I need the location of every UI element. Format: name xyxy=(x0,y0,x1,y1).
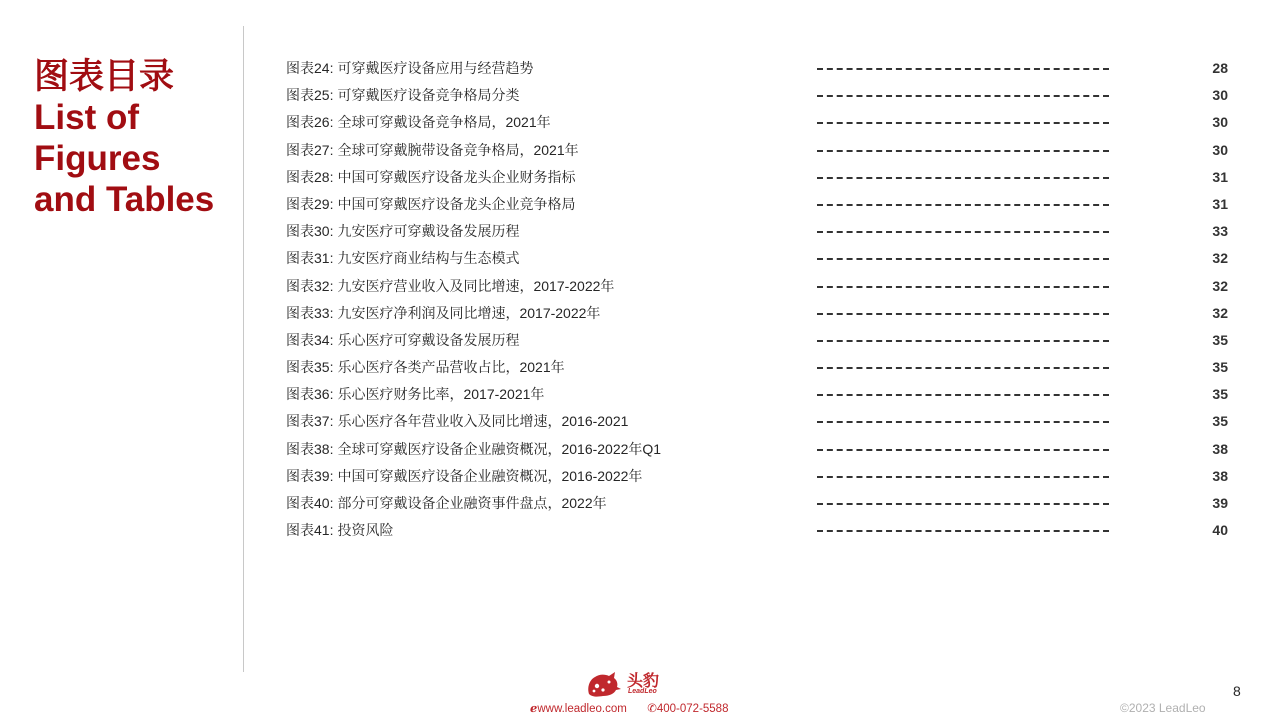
toc-entry-page: 28 xyxy=(1212,60,1228,76)
toc-entry-label xyxy=(286,300,600,327)
title-en-line2: Figures xyxy=(34,139,161,178)
toc-entry-page: 30 xyxy=(1212,114,1228,131)
toc-entry-title: 投资风险 xyxy=(337,522,394,539)
toc-leader-dashes xyxy=(817,122,1109,124)
toc-leader-dashes xyxy=(817,421,1109,423)
page-title xyxy=(34,56,214,220)
website-link[interactable]: www.leadleo.com xyxy=(537,703,627,715)
toc-entry-number: 图表28: xyxy=(286,168,334,185)
toc-leader-dashes xyxy=(817,231,1109,233)
toc-entry-number: 图表38: xyxy=(286,440,334,457)
toc-entry-label xyxy=(286,191,575,218)
table-of-figures xyxy=(286,55,1230,544)
toc-entry-title: 可穿戴医疗设备竞争格局分类 xyxy=(337,87,520,104)
toc-entry-title: 乐心医疗财务比率，2017-2021年 xyxy=(337,386,545,403)
toc-entry-title: 可穿戴医疗设备应用与经营趋势 xyxy=(337,60,534,76)
toc-entry-page: 33 xyxy=(1212,223,1228,240)
toc-entry-label xyxy=(286,436,661,463)
toc-entry-number: 图表35: xyxy=(286,359,334,376)
toc-entry-title: 九安医疗营业收入及同比增速，2017-2022年 xyxy=(337,277,615,294)
phone-icon: ✆ xyxy=(647,703,657,715)
toc-entry[interactable] xyxy=(286,273,1230,300)
toc-entry-title: 乐心医疗各年营业收入及同比增速，2016-2021 xyxy=(337,413,629,430)
toc-entry[interactable] xyxy=(286,55,1230,82)
title-en-line1: List of xyxy=(34,98,139,137)
toc-entry[interactable] xyxy=(286,436,1230,463)
toc-entry-number: 图表26: xyxy=(286,114,334,131)
toc-entry[interactable] xyxy=(286,381,1230,408)
leadleo-logo-icon xyxy=(585,668,665,700)
toc-entry-label xyxy=(286,381,544,408)
toc-entry-label xyxy=(286,327,519,354)
toc-entry-page: 35 xyxy=(1212,359,1228,376)
toc-entry[interactable] xyxy=(286,408,1230,435)
toc-leader-dashes xyxy=(817,476,1109,478)
toc-entry[interactable] xyxy=(286,137,1230,164)
toc-entry-page: 31 xyxy=(1212,195,1228,212)
footer-contact xyxy=(530,701,728,715)
toc-entry[interactable] xyxy=(286,218,1230,245)
toc-entry[interactable] xyxy=(286,191,1230,218)
toc-entry-number: 图表34: xyxy=(286,331,334,348)
toc-entry-number: 图表29: xyxy=(286,195,334,212)
toc-entry[interactable] xyxy=(286,354,1230,381)
toc-entry-label xyxy=(286,245,519,272)
toc-entry-number: 图表41: xyxy=(286,522,334,539)
toc-entry-page: 30 xyxy=(1212,87,1228,104)
toc-entry-number: 图表25: xyxy=(286,87,334,104)
toc-leader-dashes xyxy=(817,503,1109,505)
toc-entry[interactable] xyxy=(286,164,1230,191)
title-cn: 图表目录 xyxy=(34,57,175,96)
toc-leader-dashes xyxy=(817,313,1109,315)
phone-number: 400-072-5588 xyxy=(656,703,729,715)
vertical-divider xyxy=(243,26,244,672)
toc-entry-number: 图表33: xyxy=(286,304,334,321)
toc-entry-page: 31 xyxy=(1212,168,1228,185)
toc-entry-page: 35 xyxy=(1212,413,1228,430)
toc-entry-number: 图表39: xyxy=(286,467,334,484)
toc-entry-number: 图表24: xyxy=(286,60,334,76)
toc-entry-label xyxy=(286,463,642,490)
toc-leader-dashes xyxy=(817,530,1109,532)
toc-entry-label xyxy=(286,490,607,517)
toc-entry-page: 32 xyxy=(1212,277,1228,294)
toc-entry[interactable] xyxy=(286,82,1230,109)
toc-leader-dashes xyxy=(817,204,1109,206)
toc-entry-title: 九安医疗商业结构与生态模式 xyxy=(337,250,520,267)
toc-leader-dashes xyxy=(817,340,1109,342)
toc-entry-page: 38 xyxy=(1212,467,1228,484)
toc-entry-page: 32 xyxy=(1212,304,1228,321)
toc-entry[interactable] xyxy=(286,300,1230,327)
copyright: ©2023 LeadLeo xyxy=(1120,701,1206,715)
toc-entry-title: 全球可穿戴医疗设备企业融资概况，2016-2022年Q1 xyxy=(337,440,662,457)
toc-entry-title: 九安医疗可穿戴设备发展历程 xyxy=(337,223,520,240)
toc-entry-number: 图表36: xyxy=(286,386,334,403)
toc-entry-title: 九安医疗净利润及同比增速，2017-2022年 xyxy=(337,304,601,321)
title-en-line3: and Tables xyxy=(34,180,215,219)
web-e-icon: ℯ xyxy=(530,703,538,715)
logo-en: LeadLeo xyxy=(628,688,657,695)
toc-leader-dashes xyxy=(817,95,1109,97)
toc-entry[interactable] xyxy=(286,245,1230,272)
toc-entry-title: 乐心医疗各类产品营收占比，2021年 xyxy=(337,359,565,376)
toc-leader-dashes xyxy=(817,286,1109,288)
toc-leader-dashes xyxy=(817,258,1109,260)
toc-entry-title: 乐心医疗可穿戴设备发展历程 xyxy=(337,331,520,348)
toc-entry-page: 38 xyxy=(1212,440,1228,457)
toc-entry-number: 图表37: xyxy=(286,413,334,430)
toc-entry-label xyxy=(286,354,565,381)
toc-entry-label xyxy=(286,408,628,435)
toc-entry[interactable] xyxy=(286,517,1230,544)
toc-entry[interactable] xyxy=(286,327,1230,354)
toc-entry-number: 图表32: xyxy=(286,277,334,294)
toc-leader-dashes xyxy=(817,177,1109,179)
toc-entry-title: 部分可穿戴设备企业融资事件盘点，2022年 xyxy=(337,495,607,511)
toc-entry-label xyxy=(286,109,551,136)
toc-entry-label xyxy=(286,164,575,191)
toc-entry-page: 32 xyxy=(1212,250,1228,267)
toc-leader-dashes xyxy=(817,367,1109,369)
toc-entry-title: 中国可穿戴医疗设备龙头企业竞争格局 xyxy=(337,195,576,212)
toc-entry-number: 图表40: xyxy=(286,495,334,511)
logo-cn: 头豹 xyxy=(627,671,660,690)
toc-entry-label xyxy=(286,273,614,300)
toc-entry-page: 40 xyxy=(1212,522,1228,539)
toc-entry-title: 中国可穿戴医疗设备龙头企业财务指标 xyxy=(337,168,576,185)
toc-leader-dashes xyxy=(817,68,1109,70)
toc-entry-title: 全球可穿戴设备竞争格局，2021年 xyxy=(337,114,551,131)
toc-entry-page: 30 xyxy=(1212,141,1228,158)
toc-entry[interactable] xyxy=(286,109,1230,136)
toc-entry-label xyxy=(286,55,533,82)
toc-entry-page: 35 xyxy=(1212,331,1228,348)
toc-entry[interactable] xyxy=(286,490,1230,517)
toc-entry-number: 图表27: xyxy=(286,141,334,158)
toc-entry-title: 全球可穿戴腕带设备竞争格局，2021年 xyxy=(337,141,579,158)
toc-entry-title: 中国可穿戴医疗设备企业融资概况，2016-2022年 xyxy=(337,467,643,484)
toc-entry-page: 35 xyxy=(1212,386,1228,403)
toc-entry-label xyxy=(286,82,519,109)
toc-leader-dashes xyxy=(817,449,1109,451)
toc-entry-label xyxy=(286,218,519,245)
toc-entry[interactable] xyxy=(286,463,1230,490)
toc-entry-label xyxy=(286,517,393,544)
toc-leader-dashes xyxy=(817,394,1109,396)
toc-entry-number: 图表31: xyxy=(286,250,334,267)
page-number: 8 xyxy=(1233,683,1241,699)
toc-entry-page: 39 xyxy=(1212,495,1228,511)
toc-entry-number: 图表30: xyxy=(286,223,334,240)
toc-leader-dashes xyxy=(817,150,1109,152)
toc-entry-label xyxy=(286,137,579,164)
